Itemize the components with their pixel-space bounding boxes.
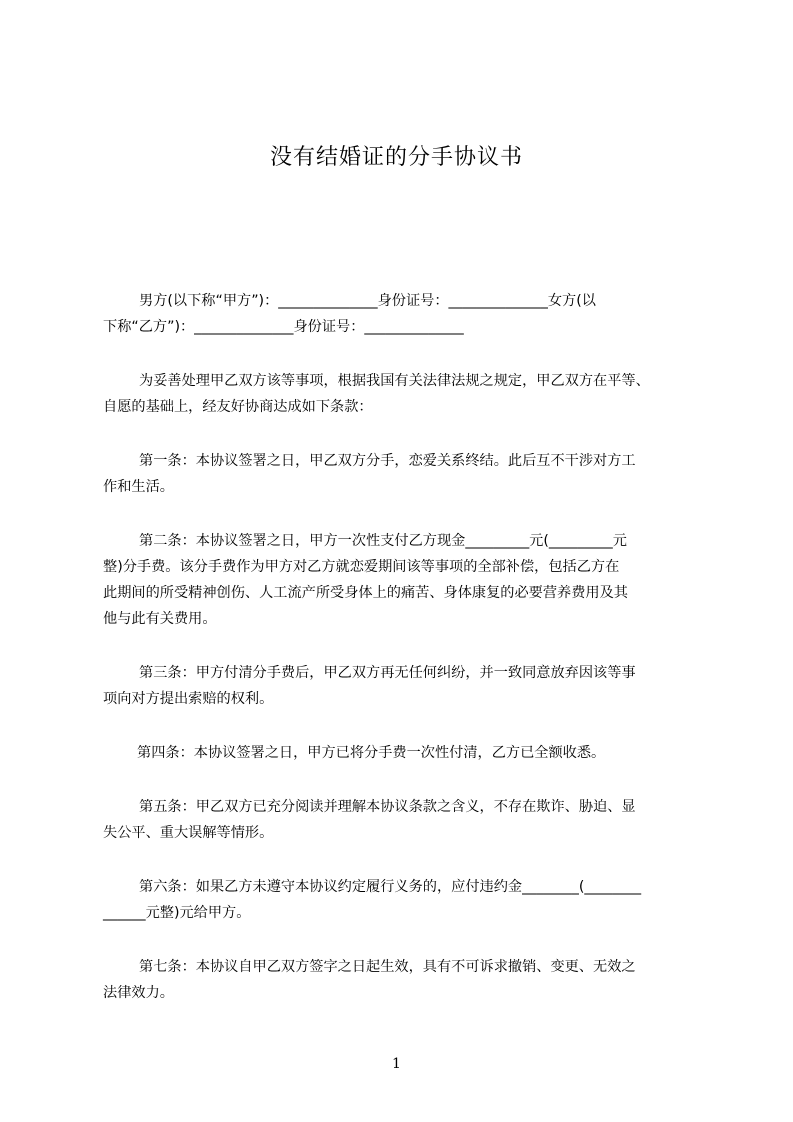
page-number: 1 — [392, 1056, 401, 1072]
paragraph-parties — [103, 288, 709, 340]
paragraph-line: 第三条：甲方付清分手费后，甲乙双方再无任何纠纷，并一致同意放弃因该等事 — [139, 665, 636, 681]
paragraph-line: 第二条：本协议签署之日，甲方一次性支付乙方现金_________元(_________元 — [139, 533, 627, 549]
paragraph-article-1 — [103, 448, 709, 500]
paragraph-line: 项向对方提出索赔的权利。 — [103, 691, 274, 707]
paragraph-article-7 — [103, 954, 709, 1006]
paragraph-line: ______元整)元给甲方。 — [103, 905, 251, 921]
paragraph-line: 他与此有关费用。 — [103, 611, 217, 627]
document-title: 没有结婚证的分手协议书 — [269, 145, 523, 170]
paragraph-line: 男方(以下称“甲方”)：______________身份证号：______________女方(以 — [139, 293, 596, 309]
paragraph-preamble — [103, 368, 709, 420]
paragraph-line: 下称“乙方”)：______________身份证号：______________ — [103, 319, 464, 335]
paragraph-line: 作和生活。 — [103, 479, 174, 495]
paragraph-article-6 — [103, 874, 709, 926]
paragraph-line: 此期间的所受精神创伤、人工流产所受身体上的痛苦、身体康复的必要营养费用及其 — [103, 585, 628, 601]
paragraph-line: 第六条：如果乙方未遵守本协议约定履行义务的，应付违约金________(________ — [139, 879, 642, 895]
paragraph-line: 第一条：本协议签署之日，甲乙双方分手，恋爱关系终结。此后互不干涉对方工 — [139, 453, 636, 469]
paragraph-article-4 — [103, 740, 709, 766]
paragraph-line: 第七条：本协议自甲乙双方签字之日起生效，具有不可诉求撤销、变更、无效之 — [139, 959, 636, 975]
paragraph-line: 法律效力。 — [103, 985, 174, 1001]
paragraph-line: 第四条：本协议签署之日，甲方已将分手费一次性付清，乙方已全额收悉。 — [137, 745, 606, 761]
paragraph-line: 为妥善处理甲乙双方该等事项，根据我国有关法律法规之规定，甲乙双方在平等、 — [139, 373, 650, 389]
paragraph-article-2 — [103, 528, 709, 632]
paragraph-article-5 — [103, 794, 709, 846]
paragraph-line: 第五条：甲乙双方已充分阅读并理解本协议条款之含义，不存在欺诈、胁迫、显 — [139, 799, 636, 815]
paragraph-line: 整)分手费。该分手费作为甲方对乙方就恋爱期间该等事项的全部补偿，包括乙方在 — [103, 559, 620, 575]
paragraph-line: 自愿的基础上，经友好协商达成如下条款： — [103, 399, 373, 415]
paragraph-article-3 — [103, 660, 709, 712]
paragraph-line: 失公平、重大误解等情形。 — [103, 825, 274, 841]
